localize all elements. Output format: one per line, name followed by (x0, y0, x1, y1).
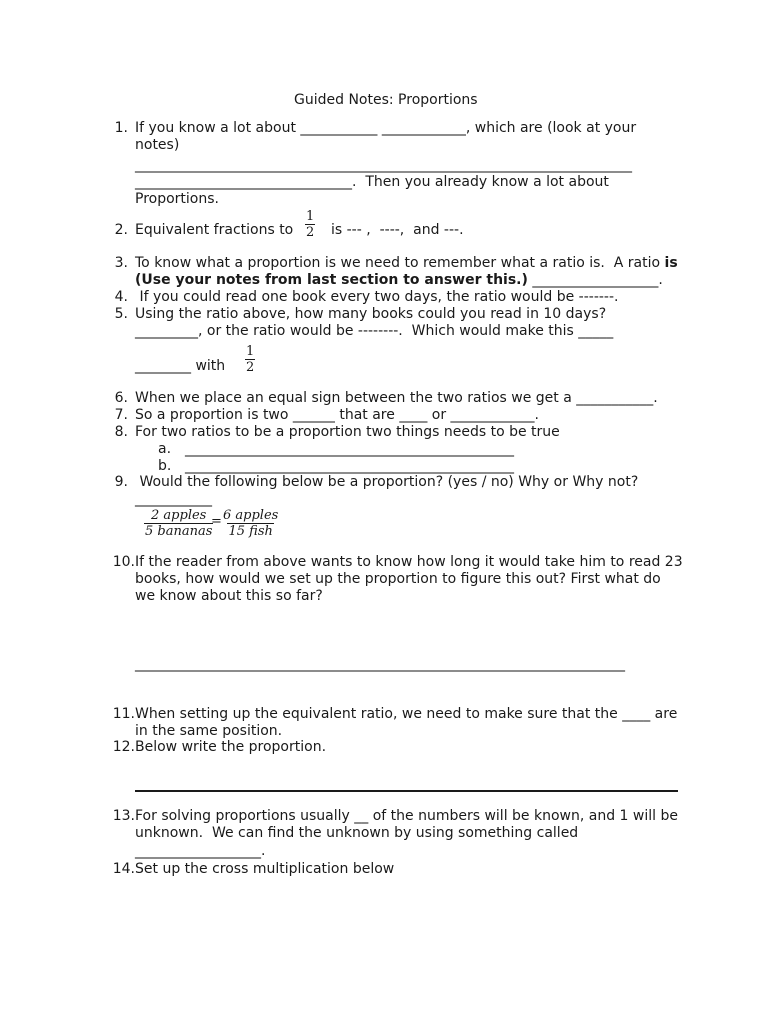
question-3-answer-blank: __________________. (527, 272, 663, 288)
question-5-line-1: Using the ratio above, how many books could you read in 10 days? (135, 306, 607, 322)
question-3-text: To know what a proportion is we need to remember what a ratio is. A ratio (135, 255, 665, 271)
question-8a-label: a. (158, 441, 172, 457)
item-number: 10. (112, 554, 135, 570)
question-10-line-3: we know about this so far? (135, 588, 323, 604)
question-9-line-1: Would the following below be a proportion? (yes / no) Why or Why not? (135, 474, 639, 490)
page-title: Guided Notes: Proportions (294, 92, 478, 108)
question-11-line-2: in the same position. (135, 723, 283, 739)
item-number: 2. (114, 222, 128, 238)
question-5-line-2: _________, or the ratio would be --------. Which would make this _____ (135, 323, 614, 339)
item-number: 5. (114, 306, 128, 322)
question-1-line-1: If you know a lot about ___________ ____________, which are (look at your (135, 120, 637, 136)
ratio-numerator: 6 apples (223, 508, 279, 523)
item-number: 1. (114, 120, 128, 136)
question-6-text: When we place an equal sign between the two ratios we get a ___________. (135, 390, 658, 406)
question-7-text: So a proportion is two ______ that are ____ or ____________. (135, 407, 539, 423)
item-number: 7. (114, 407, 128, 423)
fraction-denominator: 2 (246, 360, 255, 375)
question-8-text: For two ratios to be a proportion two things needs to be true (135, 424, 560, 440)
fraction-numerator: 1 (306, 209, 315, 224)
question-8a-blank: _______________________________________________ (185, 441, 514, 457)
question-3-bold-is: is (664, 255, 678, 271)
question-1-line-2: notes) (135, 137, 180, 153)
question-2-answers: is --- , ----, and ---. (331, 222, 464, 238)
question-3-line-1 (135, 255, 678, 272)
question-12-text: Below write the proportion. (135, 739, 327, 755)
item-number: 13. (112, 808, 135, 824)
fraction-one-half (245, 344, 255, 375)
item-number: 8. (114, 424, 128, 440)
item-number: 14. (112, 861, 135, 877)
ratio-apples-bananas (144, 508, 213, 539)
question-11-line-1: When setting up the equivalent ratio, we need to make sure that the ____ are (135, 706, 678, 722)
ratio-numerator: 2 apples (151, 508, 207, 523)
question-4-text: If you could read one book every two days, the ratio would be -------. (135, 289, 619, 305)
fraction-one-half (305, 209, 315, 240)
fraction-numerator: 1 (246, 344, 255, 359)
question-10-line-1: If the reader from above wants to know how long it would take him to read 23 (135, 554, 683, 570)
question-5-line-3: ________ with (135, 358, 226, 374)
fraction-denominator: 2 (306, 225, 315, 240)
question-13-line-2: unknown. We can find the unknown by using something called (135, 825, 579, 841)
question-13-line-3: __________________. (135, 843, 266, 859)
ratio-denominator: 5 bananas (145, 524, 213, 539)
question-3-line-2 (135, 272, 663, 289)
question-13-line-1: For solving proportions usually __ of the numbers will be known, and 1 will be (135, 808, 678, 824)
item-number: 9. (114, 474, 128, 490)
ratio-apples-fish (222, 508, 279, 539)
question-1-line-5: Proportions. (135, 191, 219, 207)
question-3-bold-instruction: (Use your notes from last section to answer this.) (135, 272, 528, 288)
item-number: 12. (112, 739, 135, 755)
question-2-text: Equivalent fractions to (135, 222, 294, 238)
question-8b-label: b. (158, 458, 172, 474)
ratio-denominator: 15 fish (228, 524, 273, 539)
item-number: 4. (114, 289, 128, 305)
answer-rule (135, 790, 678, 792)
item-number: 11. (112, 706, 135, 722)
question-1-line-3: _______________________________________________________________________ (135, 157, 632, 173)
question-10-line-2: books, how would we set up the proportion to figure this out? First what do (135, 571, 661, 587)
question-8b-blank: _______________________________________________ (185, 458, 514, 474)
question-9-line-2: ___________ (135, 491, 212, 507)
equals-sign: = (211, 514, 222, 529)
item-number: 6. (114, 390, 128, 406)
question-10-answer-line: ______________________________________________________________________ (135, 656, 625, 672)
question-1-line-4: _______________________________. Then you already know a lot about (135, 174, 609, 190)
question-14-text: Set up the cross multiplication below (135, 861, 395, 877)
item-number: 3. (114, 255, 128, 271)
